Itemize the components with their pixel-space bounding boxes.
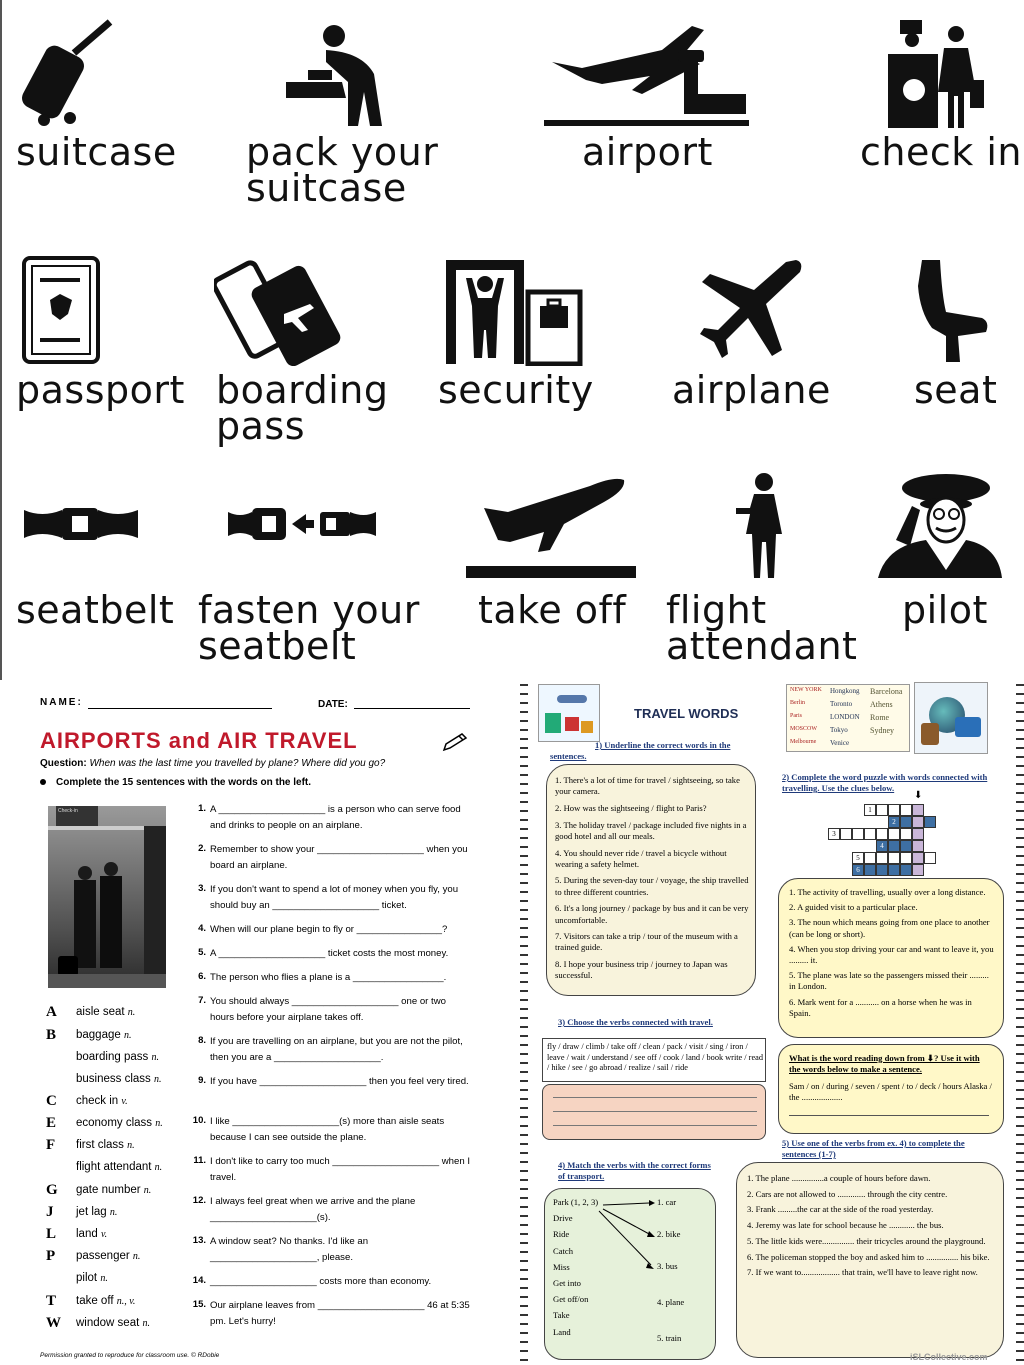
ex5-box	[736, 1162, 1004, 1358]
ex2-words: Sam / on / during / seven / spent / to / deck / hours Alaska / the ...................	[789, 1081, 992, 1103]
name-label: NAME:	[40, 697, 83, 708]
ex2-clues-box	[778, 878, 1004, 1038]
word-list-letter: B	[46, 1027, 57, 1043]
puzzle-cell[interactable]	[912, 828, 924, 840]
question	[40, 758, 385, 769]
ex3-verbs-box	[542, 1038, 766, 1082]
vocab-label-check-in: check in	[860, 130, 1022, 174]
ex3-answer-line[interactable]	[553, 1097, 757, 1098]
ex3-answer-box	[542, 1084, 766, 1140]
ex2-clue: 5. The plane was late so the passengers missed their ......... in London.	[789, 970, 989, 992]
collage-city-word: Toronto	[830, 700, 853, 708]
ex1-box	[546, 764, 756, 996]
puzzle-number: 4	[880, 842, 884, 850]
puzzle-cell[interactable]	[888, 852, 900, 864]
puzzle-cell[interactable]	[876, 852, 888, 864]
ex4-transport: 1. car	[657, 1197, 677, 1207]
puzzle-cell[interactable]	[852, 864, 864, 876]
ex5-sentence: 6. The policeman stopped the boy and asked him to ............... his bike.	[747, 1251, 990, 1262]
ex1-sentence: 8. I hope your business trip / journey to Japan was successful.	[555, 959, 728, 981]
puzzle-cell[interactable]	[864, 852, 876, 864]
ex4-verb: Get into	[553, 1278, 581, 1288]
sentence-number: 15.	[192, 1299, 206, 1310]
travel-words-worksheet	[520, 680, 1024, 1365]
seat-icon	[912, 256, 992, 366]
date-field[interactable]	[354, 708, 470, 709]
word-list-item	[76, 1206, 117, 1218]
decorative-border-left	[520, 680, 528, 1365]
word-text: passenger	[76, 1250, 130, 1262]
word-text: baggage	[76, 1029, 121, 1041]
ex5-sentence: 7. If we want to.................. that train, we'll have to leave right now.	[747, 1267, 978, 1278]
puzzle-cell[interactable]	[876, 804, 888, 816]
word-text: land	[76, 1228, 98, 1240]
word-list-letter: L	[46, 1226, 57, 1242]
vocab-label-fasten-seatbelt: fasten your seatbelt	[198, 588, 420, 668]
ex4-verb: Park (1, 2, 3)	[553, 1197, 599, 1207]
word-part-of-speech: n.	[155, 1118, 163, 1129]
ex2-answer-line[interactable]	[789, 1115, 989, 1116]
cities-collage	[786, 684, 910, 752]
word-part-of-speech: n.	[127, 1140, 135, 1151]
puzzle-cell[interactable]	[900, 804, 912, 816]
ex4-transport: 3. bus	[657, 1261, 678, 1271]
collage-city-word: Barcelona	[870, 687, 903, 696]
word-puzzle-grid	[828, 790, 968, 876]
question-label: Question:	[40, 758, 87, 769]
question-text: When was the last time you travelled by plane? Where did you go?	[89, 758, 386, 769]
vocab-label-seatbelt: seatbelt	[16, 588, 175, 632]
word-text: take off	[76, 1295, 114, 1307]
photo-sign: Check-in	[56, 806, 98, 828]
puzzle-cell[interactable]	[828, 828, 840, 840]
ex1-sentence: 4. You should never ride / travel a bicycle without wearing a safety helmet.	[555, 847, 727, 869]
sentence-number: 12.	[192, 1195, 206, 1206]
ex4-verb: Miss	[553, 1261, 570, 1272]
ex5-sentence: 2. Cars are not allowed to ............. through the city centre.	[747, 1188, 948, 1199]
ex4-transport: 5. train	[657, 1333, 682, 1343]
sentence-text: I like ____________________(s) more than aisle seats because I can see outside the plane.	[210, 1116, 445, 1143]
puzzle-cell[interactable]	[924, 816, 936, 828]
ex1-sentence: 6. It's a long journey / package by bus and it can be very uncomfortable.	[555, 903, 749, 925]
puzzle-cell[interactable]	[876, 840, 888, 852]
sentence-text: Our airplane leaves from ____________________ 46 at 5:35 pm. Let's hurry!	[210, 1300, 470, 1327]
word-list-item	[76, 1073, 162, 1085]
ex4-example-arrows	[545, 1189, 717, 1361]
ex4-verb: Take	[553, 1310, 570, 1321]
vocab-label-pack-suitcase: pack your suitcase	[246, 130, 439, 210]
word-part-of-speech: v.	[121, 1096, 128, 1107]
word-text: business class	[76, 1073, 151, 1085]
word-part-of-speech: n.	[143, 1185, 152, 1196]
collage-city-word: Melbourne	[790, 739, 817, 745]
airport-icon	[542, 20, 752, 130]
permission-footer: Permission granted to reproduce for classroom use. © RDobie	[40, 1352, 220, 1359]
ex3-verbs: fly / draw / climb / take off / clean / pack / visit / sing / iron / leave / wait / understand / see off / cook / land / book write / read / hike / see / go abroad / realize / sail / ride	[547, 1042, 763, 1072]
word-text: aisle seat	[76, 1006, 125, 1018]
word-part-of-speech: n.	[127, 1007, 136, 1018]
sentence-text: If you are travelling on an airplane, but you are not the pilot, then you are a ____________________.	[210, 1036, 463, 1063]
vocab-label-seat: seat	[914, 368, 998, 412]
sentence-text: ____________________ costs more than economy.	[210, 1276, 432, 1287]
puzzle-cell[interactable]	[864, 828, 876, 840]
word-part-of-speech: n.	[109, 1207, 118, 1218]
puzzle-cell[interactable]	[876, 828, 888, 840]
word-part-of-speech: n.	[142, 1318, 150, 1329]
ex2-clue: 1. The activity of travelling, usually over a long distance.	[789, 887, 986, 897]
passport-icon	[22, 256, 102, 364]
puzzle-cell[interactable]	[900, 828, 912, 840]
worksheet-title: AIRPORTS and AIR TRAVEL	[40, 728, 358, 753]
sentence-text: A ____________________ is a person who can serve food and drinks to people on an airplane.	[210, 804, 461, 831]
collage-city-word: MOSCOW	[790, 726, 818, 732]
sentence-number: 11.	[193, 1155, 206, 1166]
vocabulary-panel	[0, 0, 1024, 680]
ex4-verb: Ride	[553, 1229, 570, 1240]
travel-clipart	[538, 684, 600, 742]
name-field[interactable]	[88, 708, 272, 709]
puzzle-cell[interactable]	[852, 852, 864, 864]
puzzle-cell[interactable]	[912, 804, 924, 816]
fasten-seatbelt-icon	[226, 504, 378, 544]
ex3-heading: 3) Choose the verbs connected with travel.	[558, 1017, 713, 1027]
collage-city-word: LONDON	[830, 713, 860, 721]
puzzle-cell[interactable]	[852, 828, 864, 840]
instruction	[40, 777, 311, 788]
word-text: window seat	[76, 1317, 140, 1329]
ex4-transport: 4. plane	[657, 1297, 685, 1307]
ex4-box	[544, 1188, 716, 1360]
travel-title: TRAVEL WORDS	[634, 706, 739, 721]
security-icon	[444, 258, 584, 366]
sentence-number: 4.	[198, 923, 206, 934]
word-list-letter: F	[46, 1137, 56, 1153]
collage-city-word: NEW YORK	[790, 687, 822, 693]
ex4-verb: Drive	[553, 1213, 573, 1224]
word-list-letter: G	[46, 1182, 58, 1198]
islcollective-watermark: iSLCollective.com	[910, 1352, 988, 1362]
collage-city-word: Venice	[830, 739, 850, 747]
word-list-item	[76, 1051, 159, 1063]
puzzle-number: 1	[868, 806, 872, 814]
ex5-sentence: 4. Jeremy was late for school because he ............ the bus.	[747, 1220, 944, 1231]
word-list-item	[76, 1250, 140, 1262]
check-in-icon	[886, 18, 996, 130]
sentence-text: If you don't want to spend a lot of money when you fly, you should buy an ____________________ ticket.	[210, 884, 459, 911]
ex1-sentence: 3. The holiday travel / package included five nights in a good hotel and all our meals.	[555, 819, 747, 841]
ex5-sentence: 1. The plane ...............a couple of hours before dawn.	[747, 1173, 931, 1183]
word-list-letter: J	[46, 1204, 54, 1220]
sentence-number: 7.	[198, 995, 206, 1006]
sentence-text: A window seat? No thanks. I'd like an ____________________, please.	[210, 1236, 369, 1263]
word-list-letter: C	[46, 1093, 57, 1109]
word-list-item	[76, 1317, 150, 1329]
word-list-item	[76, 1139, 135, 1151]
sentence-text: Remember to show your ____________________ when you board an airplane.	[210, 844, 468, 871]
ex4-verb: Land	[553, 1326, 571, 1337]
ex1-sentence: 7. Visitors can take a trip / tour of the museum with a trained guide.	[555, 931, 738, 953]
puzzle-cell[interactable]	[900, 840, 912, 852]
vocab-label-airport: airport	[582, 130, 713, 174]
puzzle-number: 3	[832, 830, 836, 838]
word-part-of-speech: v.	[100, 1229, 108, 1240]
ex2-clue: 3. The noun which means going from one place to another (can be long or short).	[789, 917, 990, 939]
bullet-icon	[40, 779, 46, 785]
word-list-item	[76, 1295, 135, 1307]
puzzle-cell[interactable]	[900, 816, 912, 828]
puzzle-cell[interactable]	[888, 804, 900, 816]
puzzle-cell[interactable]	[864, 864, 876, 876]
puzzle-cell[interactable]	[912, 840, 924, 852]
sentence-text: I don't like to carry too much ____________________ when I travel.	[210, 1156, 470, 1183]
vocab-label-passport: passport	[16, 368, 185, 412]
puzzle-cell[interactable]	[888, 864, 900, 876]
word-list-item	[76, 1184, 151, 1196]
sentence-text: If you have ____________________ then you feel very tired.	[210, 1076, 469, 1087]
ex1-sentence: 2. How was the sightseeing / flight to Paris?	[555, 802, 707, 813]
ex4-transport: 2. bike	[657, 1229, 681, 1239]
airports-worksheet	[0, 680, 512, 1365]
puzzle-cell[interactable]	[888, 840, 900, 852]
word-part-of-speech: n.	[154, 1074, 162, 1085]
down-arrow-icon: ⬇	[914, 790, 923, 801]
ex2-heading: 2) Complete the word puzzle with words connected with travelling. Use the clues below.	[782, 772, 988, 793]
ex2-clue: 2. A guided visit to a particular place.	[789, 902, 918, 913]
pencil-icon	[440, 732, 470, 754]
collage-city-word: Berlin	[790, 700, 805, 706]
puzzle-cell[interactable]	[900, 864, 912, 876]
word-part-of-speech: n.	[154, 1162, 163, 1173]
seatbelt-icon	[22, 504, 140, 544]
word-part-of-speech: n.	[123, 1030, 132, 1041]
ex1-heading: 1) Underline the correct words in the sentences.	[550, 740, 731, 761]
pilot-icon	[876, 470, 1002, 580]
vocab-label-security: security	[438, 368, 594, 412]
date-label: DATE:	[318, 699, 348, 710]
puzzle-cell[interactable]	[912, 864, 924, 876]
sentence-text: When will our plane begin to fly or ________________?	[210, 924, 448, 935]
vocab-label-pilot: pilot	[902, 588, 988, 632]
vocab-label-airplane: airplane	[672, 368, 831, 412]
word-list-item	[76, 1228, 107, 1240]
sentence-number: 1.	[198, 803, 206, 814]
puzzle-cell[interactable]	[888, 816, 900, 828]
word-text: first class	[76, 1139, 124, 1151]
word-list-item	[76, 1272, 108, 1284]
sentence-text: The person who flies a plane is a _________________.	[210, 972, 447, 983]
word-part-of-speech: n.	[100, 1273, 108, 1284]
vocab-label-flight-attendant: flight attendant	[666, 588, 858, 668]
decorative-border-right	[1016, 680, 1024, 1365]
ex5-sentence: 3. Frank .........the car at the side of the road yesterday.	[747, 1204, 934, 1215]
packing-icon	[282, 22, 392, 130]
ex2-clue: 4. When you stop driving your car and want to leave it, you ......... it.	[789, 943, 994, 966]
airplane-icon	[696, 256, 806, 366]
vocab-label-boarding-pass: boarding pass	[216, 368, 389, 448]
word-text: gate number	[76, 1184, 141, 1196]
word-text: flight attendant	[76, 1161, 152, 1173]
sentence-number: 3.	[198, 883, 206, 894]
collage-city-word: Rome	[870, 713, 890, 722]
collage-city-word: Athens	[870, 700, 893, 709]
ex2-question: What is the word reading down from ⬇? Use it with the words below to make a sentence.	[789, 1053, 980, 1075]
collage-city-word: Tokyo	[830, 726, 848, 734]
collage-city-word: Hongkong	[830, 687, 860, 695]
ex4-heading: 4) Match the verbs with the correct forms of transport.	[558, 1160, 711, 1181]
word-text: check in	[76, 1095, 119, 1107]
puzzle-cell[interactable]	[876, 864, 888, 876]
airport-photo	[48, 806, 166, 988]
word-text: economy class	[76, 1117, 153, 1129]
sentence-number: 14.	[192, 1275, 206, 1286]
word-text: boarding pass	[76, 1051, 149, 1063]
ex5-sentence: 5. The little kids were............... their tricycles around the playground.	[747, 1235, 986, 1246]
puzzle-number: 2	[892, 818, 896, 826]
word-list-letter: W	[46, 1315, 61, 1331]
vocab-label-suitcase: suitcase	[16, 130, 177, 174]
word-text: pilot	[76, 1272, 98, 1284]
collage-city-word: Paris	[790, 713, 802, 719]
ex3-answer-line[interactable]	[553, 1111, 757, 1112]
sentence-number: 2.	[198, 843, 206, 854]
sentence-number: 13.	[192, 1235, 206, 1246]
sentence-number: 5.	[198, 947, 206, 958]
sentence-number: 8.	[198, 1035, 206, 1046]
sentence-number: 6.	[198, 971, 206, 982]
ex2-clue: 6. Mark went for a ........... on a horse when he was in Spain.	[789, 996, 972, 1018]
word-list-item	[76, 1117, 163, 1129]
vocab-label-take-off: take off	[478, 588, 627, 632]
puzzle-cell[interactable]	[888, 828, 900, 840]
boarding-pass-icon	[214, 256, 344, 366]
word-part-of-speech: n.	[132, 1251, 141, 1262]
sentence-text: You should always ____________________ one or two hours before your airplane takes off.	[210, 996, 446, 1023]
word-list-item	[76, 1029, 131, 1041]
ex1-sentence: 1. There's a lot of time for travel / sightseeing, so take your camera.	[555, 775, 740, 797]
ex5-heading: 5) Use one of the verbs from ex. 4) to complete the sentences (1-7)	[782, 1138, 965, 1159]
puzzle-cell[interactable]	[864, 804, 876, 816]
word-list-letter: T	[46, 1293, 57, 1309]
word-list-item	[76, 1006, 135, 1018]
puzzle-number: 5	[856, 854, 860, 862]
ex4-verb: Catch	[553, 1245, 574, 1256]
ex4-verb: Get off/on	[553, 1294, 589, 1305]
sentence-number: 10.	[192, 1115, 206, 1126]
puzzle-cell[interactable]	[840, 828, 852, 840]
word-text: jet lag	[76, 1206, 107, 1218]
sentence-text: I always feel great when we arrive and the plane ____________________(s).	[210, 1196, 416, 1223]
instruction-text: Complete the 15 sentences with the words on the left.	[56, 777, 312, 788]
flight-attendant-icon	[728, 470, 788, 580]
word-part-of-speech: n.	[151, 1052, 159, 1063]
word-list-item	[76, 1095, 128, 1107]
globe-luggage-image	[914, 682, 988, 754]
puzzle-cell[interactable]	[912, 852, 924, 864]
word-list-letter: E	[46, 1115, 57, 1131]
word-part-of-speech: n., v.	[116, 1296, 136, 1307]
puzzle-cell[interactable]	[912, 816, 924, 828]
ex1-sentence: 5. During the seven-day tour / voyage, the ship travelled to three different countries.	[555, 875, 749, 897]
puzzle-number: 6	[856, 866, 860, 874]
puzzle-cell[interactable]	[900, 852, 912, 864]
ex2-question-box	[778, 1044, 1004, 1134]
collage-city-word: Sydney	[870, 726, 894, 735]
sentence-number: 9.	[198, 1075, 206, 1086]
puzzle-cell[interactable]	[924, 852, 936, 864]
sentence-text: A ____________________ ticket costs the most money.	[210, 948, 449, 959]
suitcase-icon	[22, 18, 122, 128]
take-off-icon	[464, 470, 638, 580]
word-list-letter: A	[46, 1004, 57, 1020]
word-list-item	[76, 1161, 162, 1173]
ex3-answer-line[interactable]	[553, 1125, 757, 1126]
word-list-letter: P	[46, 1248, 56, 1264]
